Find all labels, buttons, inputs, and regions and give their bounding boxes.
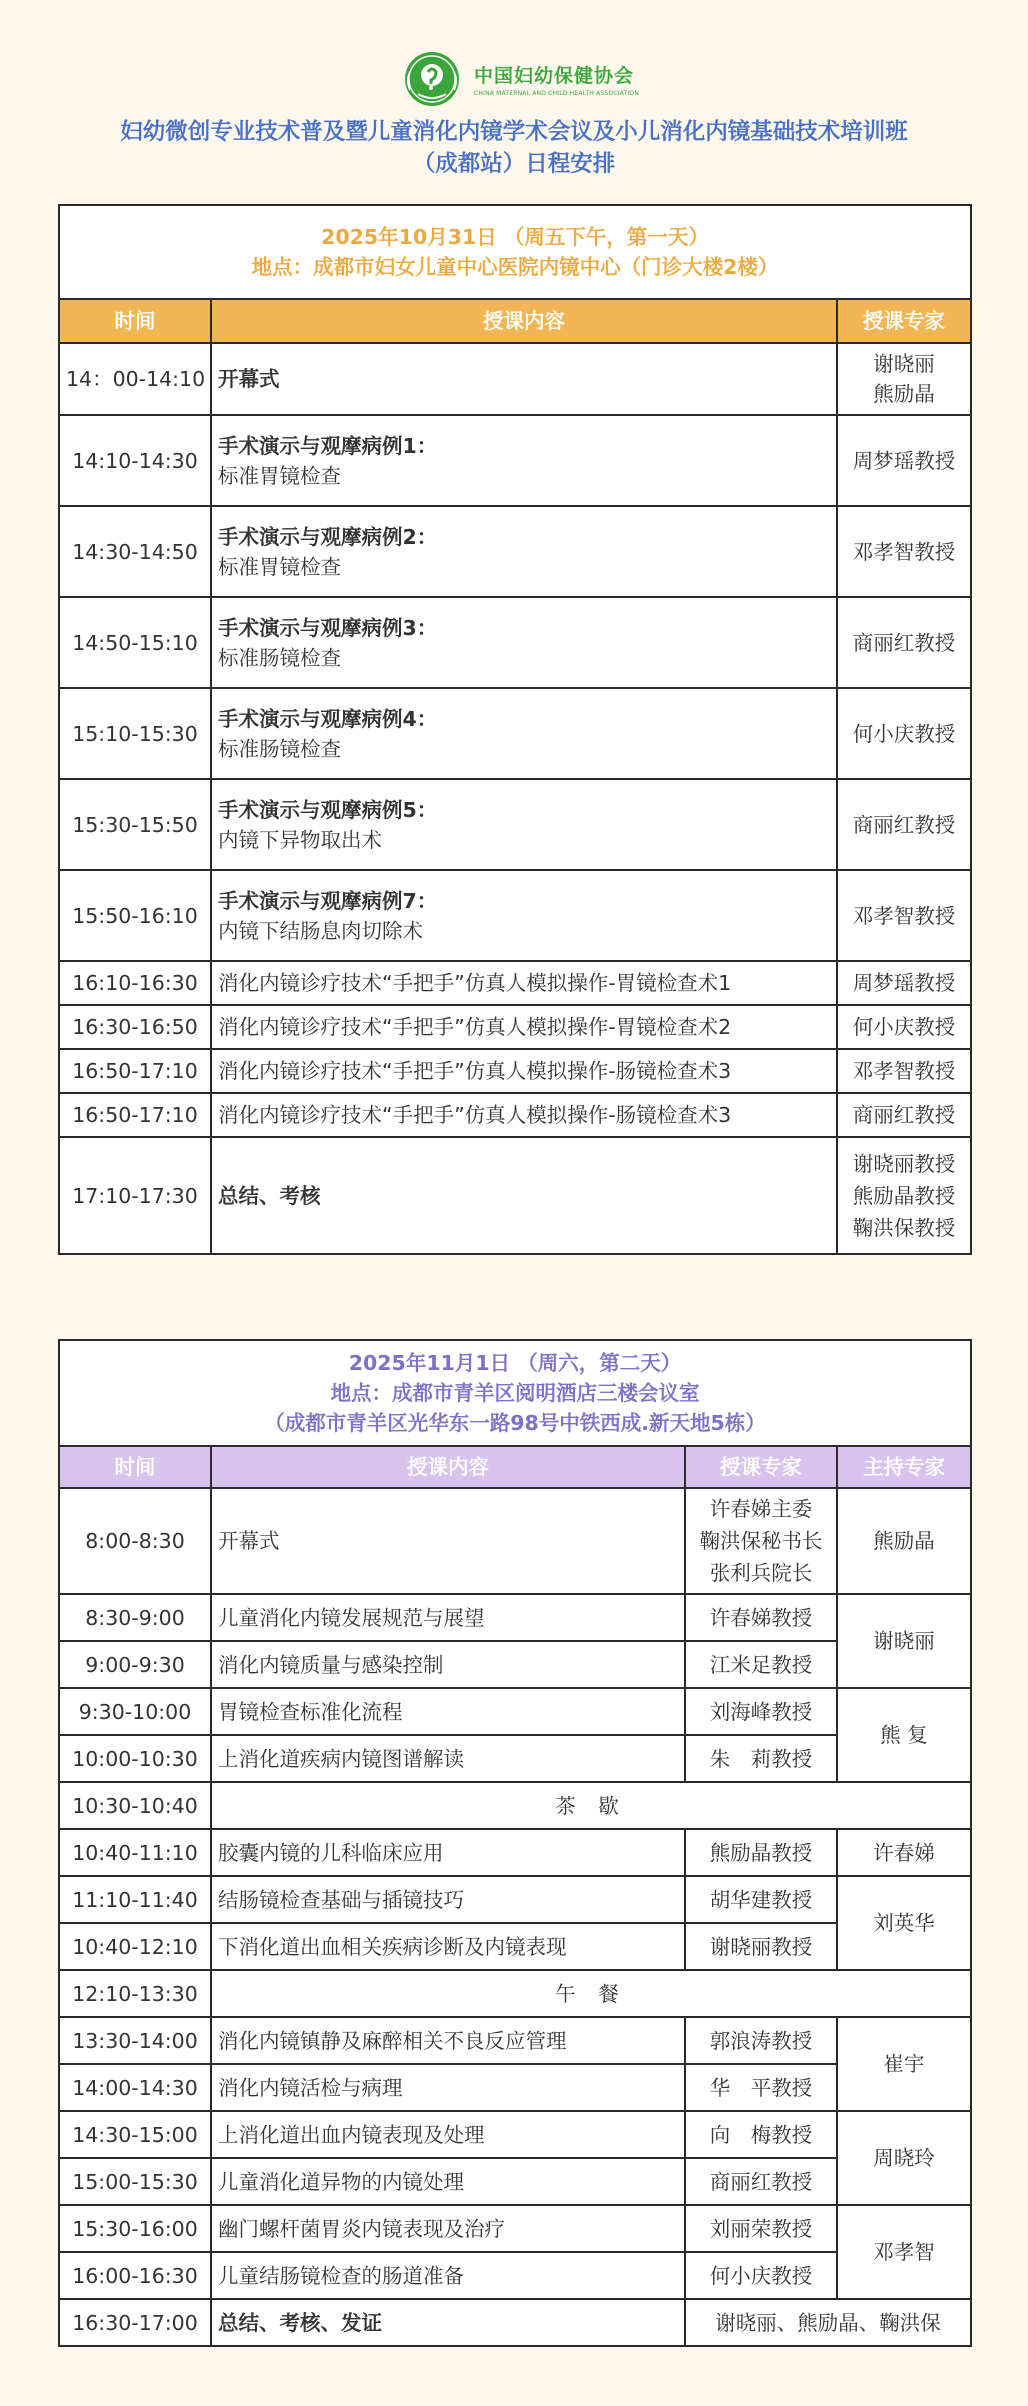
table-row: 15:00-15:30 儿童消化道异物的内镜处理 商丽红教授 xyxy=(59,2158,971,2205)
table-row-break: 12:10-13:30 午 餐 xyxy=(59,1970,971,2017)
table-row: 14：00-14:10 开幕式 谢晓丽 熊励晶 xyxy=(59,343,971,415)
day2-header-content: 授课内容 xyxy=(211,1446,685,1488)
lunch-break-label: 午 餐 xyxy=(211,1970,971,2017)
org-emblem-icon xyxy=(398,50,466,108)
day1-header-expert: 授课专家 xyxy=(837,299,971,343)
table-row: 14:30-15:00 上消化道出血内镜表现及处理 向 梅教授 周晓玲 xyxy=(59,2111,971,2158)
table-row: 16:50-17:10 消化内镜诊疗技术“手把手”仿真人模拟操作-肠镜检查术3 邓孝智教授 xyxy=(59,1049,971,1093)
page-title-line1: 妇幼微创专业技术普及暨儿童消化内镜学术会议及小儿消化内镜基础技术培训班 xyxy=(120,119,908,145)
table-row: 8:30-9:00 儿童消化内镜发展规范与展望 许春娣教授 谢晓丽 xyxy=(59,1594,971,1641)
table-row: 16:30-16:50 消化内镜诊疗技术“手把手”仿真人模拟操作-胃镜检查术2 何小庆教授 xyxy=(59,1005,971,1049)
table-row: 13:30-14:00 消化内镜镇静及麻醉相关不良反应管理 郭浪涛教授 崔宇 xyxy=(59,2017,971,2064)
day2-caption-row xyxy=(59,1340,971,1446)
table-row: 15:30-15:50 手术演示与观摩病例5： 内镜下异物取出术 商丽红教授 xyxy=(59,779,971,870)
table-row: 10:40-11:10 胶囊内镜的儿科临床应用 熊励晶教授 许春娣 xyxy=(59,1829,971,1876)
table-row: 14:10-14:30 手术演示与观摩病例1： 标准胃镜检查 周梦瑶教授 xyxy=(59,415,971,506)
table-row: 15:10-15:30 手术演示与观摩病例4： 标准肠镜检查 何小庆教授 xyxy=(59,688,971,779)
day2-header-time: 时间 xyxy=(59,1446,211,1488)
day2-header-expert: 授课专家 xyxy=(685,1446,837,1488)
table-row: 10:00-10:30 上消化道疾病内镜图谱解读 朱 莉教授 xyxy=(59,1735,971,1782)
table-row: 10:40-12:10 下消化道出血相关疾病诊断及内镜表现 谢晓丽教授 xyxy=(59,1923,971,1970)
table-row-break: 10:30-10:40 茶 歇 xyxy=(59,1782,971,1829)
org-name-en: CHINA MATERNAL AND CHILD HEALTH ASSOCIATION xyxy=(474,90,640,97)
page-header xyxy=(0,0,1028,200)
org-name-cn: 中国妇幼保健协会 xyxy=(474,65,635,87)
table-row: 9:00-9:30 消化内镜质量与感染控制 江米足教授 xyxy=(59,1641,971,1688)
table-row: 9:30-10:00 胃镜检查标准化流程 刘海峰教授 熊 复 xyxy=(59,1688,971,1735)
page-title-line2: （成都站）日程安排 xyxy=(412,151,616,177)
table-row: 16:10-16:30 消化内镜诊疗技术“手把手”仿真人模拟操作-胃镜检查术1 周梦瑶教授 xyxy=(59,961,971,1005)
table-row: 14:30-14:50 手术演示与观摩病例2： 标准胃镜检查 邓孝智教授 xyxy=(59,506,971,597)
day2-header-host: 主持专家 xyxy=(837,1446,971,1488)
day1-date: 2025年10月31日 （周五下午，第一天） xyxy=(321,225,709,249)
day1-header-time: 时间 xyxy=(59,299,211,343)
table-row: 11:10-11:40 结肠镜检查基础与插镜技巧 胡华建教授 刘英华 xyxy=(59,1876,971,1923)
day1-location: 地点：成都市妇女儿童中心医院内镜中心（门诊大楼2楼） xyxy=(251,255,779,279)
day1-schedule-table xyxy=(58,204,972,1255)
day2-header-row xyxy=(59,1446,971,1488)
table-row: 15:50-16:10 手术演示与观摩病例7： 内镜下结肠息肉切除术 邓孝智教授 xyxy=(59,870,971,961)
table-row: 8:00-8:30 开幕式 许春娣主委 鞠洪保秘书长 张利兵院长 熊励晶 xyxy=(59,1488,971,1594)
day2-schedule-table xyxy=(58,1339,972,2347)
day2-location: 地点：成都市青羊区阅明酒店三楼会议室 xyxy=(330,1381,700,1405)
table-row: 16:50-17:10 消化内镜诊疗技术“手把手”仿真人模拟操作-肠镜检查术3 商丽红教授 xyxy=(59,1093,971,1137)
table-row: 15:30-16:00 幽门螺杆菌胃炎内镜表现及治疗 刘丽荣教授 邓孝智 xyxy=(59,2205,971,2252)
day1-header-content: 授课内容 xyxy=(211,299,837,343)
day1-header-row xyxy=(59,299,971,343)
table-row: 16:30-17:00 总结、考核、发证 谢晓丽、熊励晶、鞠洪保 xyxy=(59,2299,971,2346)
table-row: 14:00-14:30 消化内镜活检与病理 华 平教授 xyxy=(59,2064,971,2111)
table-row: 17:10-17:30 总结、考核 谢晓丽教授 熊励晶教授 鞠洪保教授 xyxy=(59,1137,971,1254)
day2-address: （成都市青羊区光华东一路98号中铁西成.新天地5栋） xyxy=(264,1411,766,1435)
table-row: 16:00-16:30 儿童结肠镜检查的肠道准备 何小庆教授 xyxy=(59,2252,971,2299)
day2-date: 2025年11月1日 （周六，第二天） xyxy=(348,1351,682,1375)
org-logo xyxy=(398,50,639,108)
day1-caption-row xyxy=(59,205,971,299)
table-row: 14:50-15:10 手术演示与观摩病例3： 标准肠镜检查 商丽红教授 xyxy=(59,597,971,688)
tea-break-label: 茶 歇 xyxy=(211,1782,971,1829)
